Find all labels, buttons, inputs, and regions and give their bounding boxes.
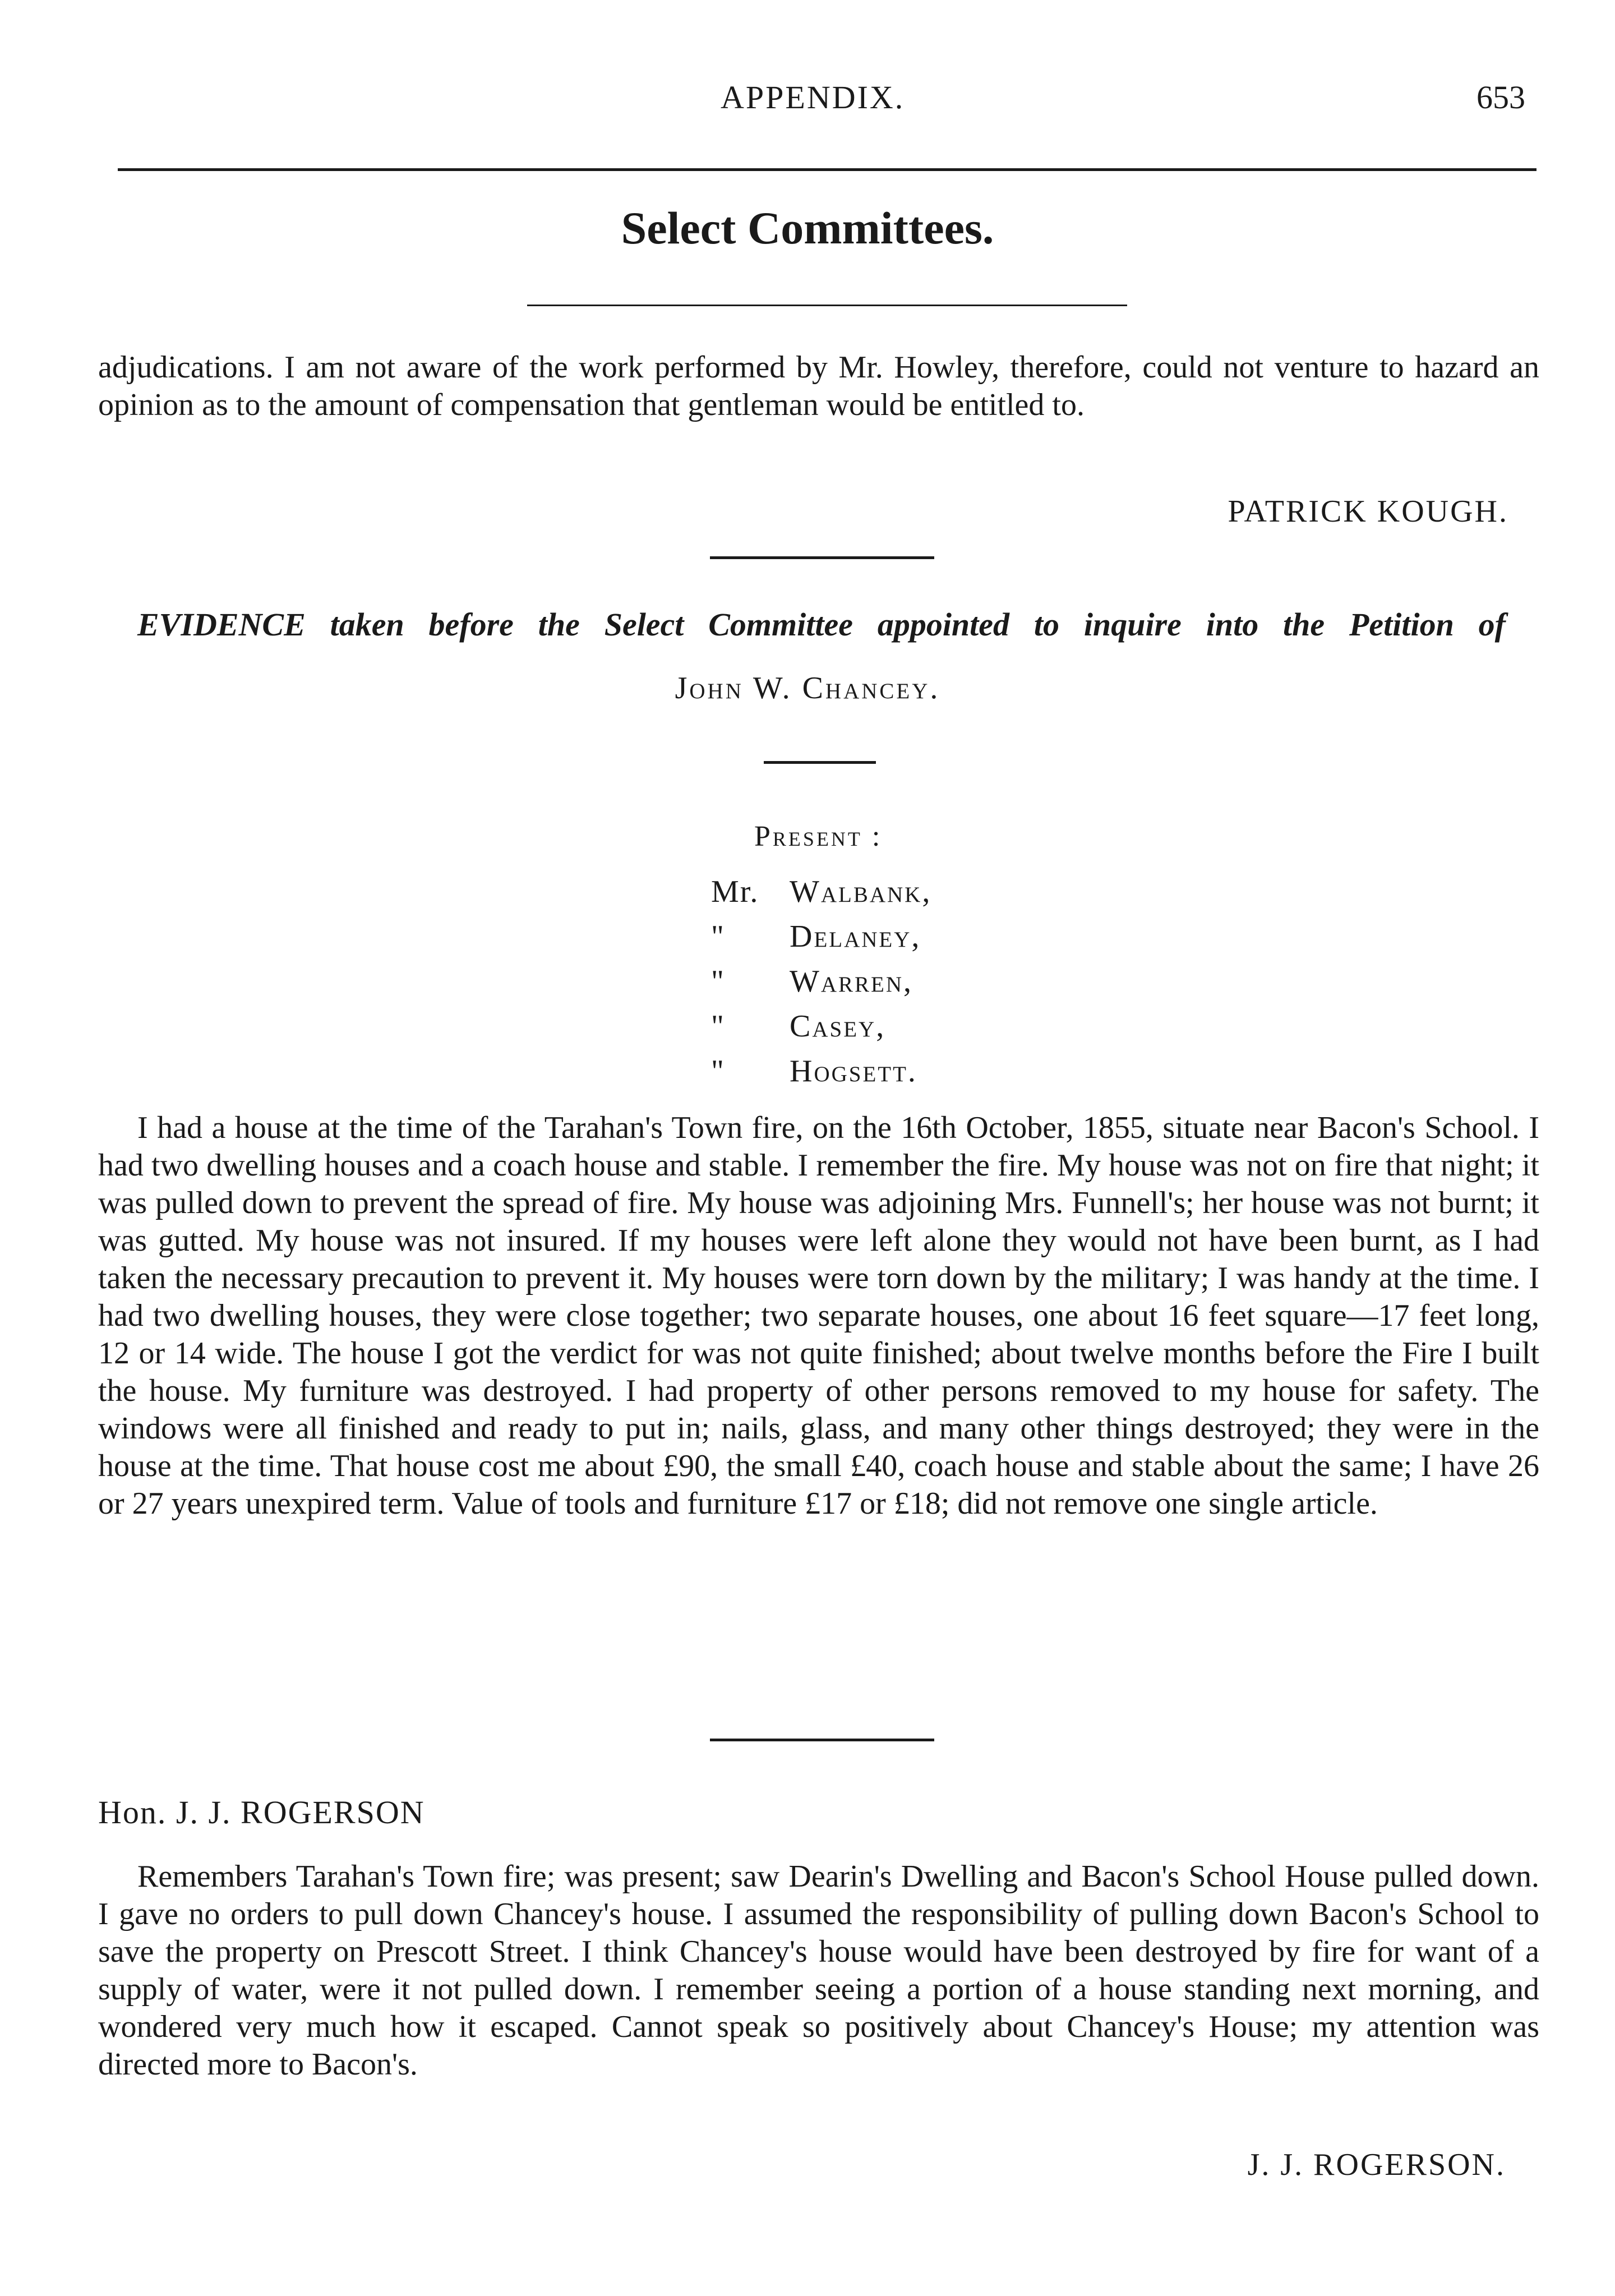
member-row [711,1004,931,1049]
member-row [711,959,931,1004]
title-rule [527,305,1127,306]
signature-rogerson: J. J. ROGERSON. [1247,2147,1506,2182]
member-name: Walbank, [790,874,932,909]
member-row [711,914,931,959]
member-title: " [711,1009,725,1044]
member-row [711,869,931,914]
present-label: Present : [754,820,883,852]
section-divider [710,1739,934,1741]
member-title: " [711,964,725,999]
chancey-testimony: I had a house at the time of the Tarahan's Town fire, on the 16th October, 1855, situate near Bacon's School. I had two dwelling houses and a coach house and stable. I remember the fire. My house was not on fire that night; it was pulled down to prevent the spread of fire. My house was adjoining Mrs. Funnell's; her house was not burnt; it was gutted. My house was not insured. If my houses were left alone they would not have been burnt, as I had taken the necessary precaution to prevent it. My houses were torn down by the military; I was handy at the time. I had two dwelling houses, they were close together; two separate houses, one about 16 feet square—17 feet long, 12 or 14 wide. The house I got the verdict for was not quite finished; about twelve months before the Fire I built the house. My furniture was destroyed. I had property of other persons removed to my house for safety. The windows were all finished and ready to put in; nails, glass, and many other things destroyed; they were in the house at the time. That house cost me about £90, the small £40, coach house and stable about the same; I have 26 or 27 years unexpired term. Value of tools and furniture £17 or £18; did not remove one single article. [98,1110,1539,1521]
heading-divider [764,761,876,764]
running-head: APPENDIX. [721,79,905,116]
page-number: 653 [1476,79,1525,116]
evidence-heading: EVIDENCE taken before the Select Committee appointed to inquire into the Petition of [137,606,1506,643]
member-row [711,1049,931,1094]
witness-heading: Hon. J. J. ROGERSON [98,1794,425,1831]
member-name: Warren, [790,964,913,999]
section-divider [710,556,934,559]
previous-testimony-text: adjudications. I am not aware of the work performed by Mr. Howley, therefore, could not venture to hazard an opinion as to the amount of compensation that gentleman would be entitled to. [98,350,1539,422]
signature-kough: PATRICK KOUGH. [1228,494,1508,529]
section-title: Select Committees. [621,202,994,253]
rogerson-testimony: Remembers Tarahan's Town fire; was present; saw Dearin's Dwelling and Bacon's School House pulled down. I gave no orders to pull down Chancey's house. I assumed the responsibility of pulling down Bacon's School to save the property on Prescott Street. I think Chancey's house would have been destroyed by fire for want of a supply of water, were it not pulled down. I remember seeing a portion of a house standing next morning, and wondered very much how it escaped. Cannot speak so positively about Chancey's House; my attention was directed more to Bacon's. [98,1859,1539,2082]
member-title: " [711,1054,725,1089]
petitioner-name: John W. Chancey. [675,671,940,706]
member-name: Hogsett. [790,1054,917,1089]
header-rule [118,168,1536,171]
member-title: Mr. [711,874,759,909]
member-name: Delaney, [790,919,921,954]
member-name: Casey, [790,1009,886,1044]
member-title: " [711,919,725,954]
committee-members [711,869,931,1094]
